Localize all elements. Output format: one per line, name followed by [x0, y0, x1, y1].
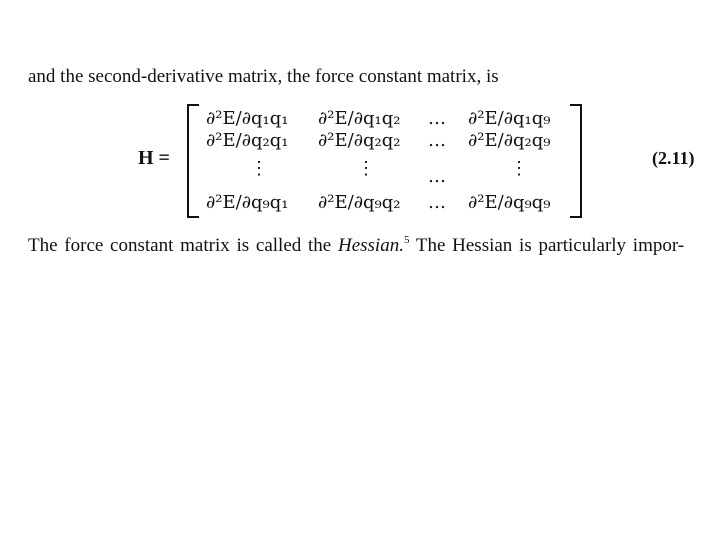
equation-number: (2.11): [652, 148, 695, 168]
hessian-term: Hessian.: [337, 235, 404, 256]
matrix-ellipsis: …: [428, 166, 446, 187]
matrix-cell: ∂²E/∂q₁q₉: [468, 108, 551, 129]
hessian-equation: [0, 100, 720, 220]
body-text-prefix: The force constant matrix is called the: [28, 235, 338, 256]
matrix-cell: ∂²E/∂q₂q₁: [206, 130, 289, 151]
equation-lhs: H =: [138, 147, 170, 169]
body-text: [28, 234, 684, 257]
right-bracket: [570, 104, 582, 218]
matrix-cell: ∂²E/∂q₉q₁: [206, 192, 289, 213]
matrix-ellipsis: …: [428, 130, 446, 151]
footnote-marker: 5: [403, 234, 410, 246]
intro-text: and the second-derivative matrix, the force constant matrix, is: [28, 66, 499, 87]
matrix-cell: ∂²E/∂q₁q₁: [206, 108, 289, 129]
matrix-cell: ∂²E/∂q₁q₂: [318, 108, 401, 129]
matrix-vdots: ⋮: [250, 158, 268, 179]
matrix-vdots: ⋮: [357, 158, 375, 179]
matrix-cell: ∂²E/∂q₂q₉: [468, 130, 551, 151]
matrix-cell: ∂²E/∂q₉q₂: [318, 192, 401, 213]
body-text-suffix: The Hessian is particularly impor-: [409, 235, 685, 256]
matrix-vdots: ⋮: [510, 158, 528, 179]
matrix-ellipsis: …: [428, 192, 446, 213]
matrix-cell: ∂²E/∂q₂q₂: [318, 130, 401, 151]
matrix-cell: ∂²E/∂q₉q₉: [468, 192, 551, 213]
left-bracket: [187, 104, 199, 218]
matrix-ellipsis: …: [428, 108, 446, 129]
